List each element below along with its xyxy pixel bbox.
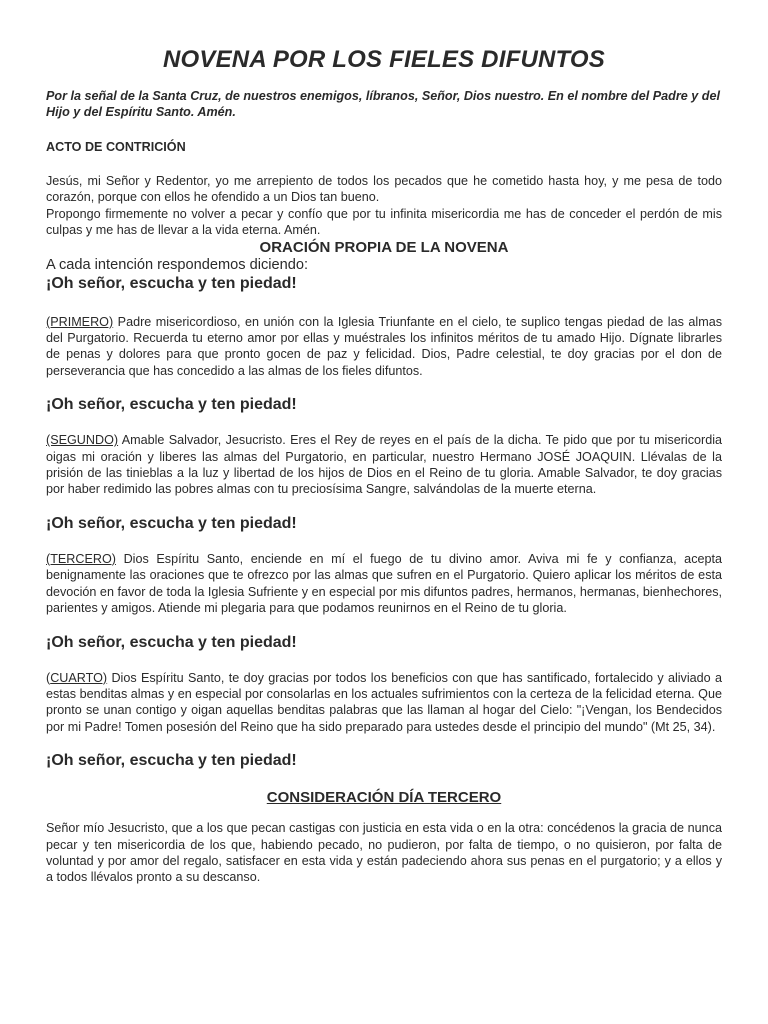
refrain: ¡Oh señor, escucha y ten piedad! <box>46 633 297 651</box>
intention-tag: (TERCERO) <box>46 551 116 566</box>
refrain: ¡Oh señor, escucha y ten piedad! <box>46 396 297 414</box>
refrain: ¡Oh señor, escucha y ten piedad! <box>46 514 297 532</box>
consideracion-heading: CONSIDERACIÓN DÍA TERCERO <box>266 789 502 807</box>
intention-tercero <box>46 551 722 617</box>
contricion-paragraph-1: Jesús, mi Señor y Redentor, yo me arrepiento de todos los pecados que he cometido hasta hoy, y me pesa de todo corazón, porque con ellos he ofendido a un Dios tan bueno. <box>46 174 722 205</box>
intention-tag-prefix: ( <box>46 670 51 685</box>
refrain: ¡Oh señor, escucha y ten piedad! <box>46 752 297 770</box>
novena-heading: ORACIÓN PROPIA DE LA NOVENA <box>259 238 509 256</box>
novena-intro: A cada intención respondemos diciendo: <box>46 256 309 273</box>
intention-primero <box>46 314 722 380</box>
refrain: ¡Oh señor, escucha y ten piedad! <box>46 274 297 292</box>
intention-tag: (PRIMERO) <box>46 314 114 329</box>
intention-cuarto <box>46 670 722 736</box>
consideracion-text: Señor mío Jesucristo, que a los que pecan castigas con justicia en esta vida o en la otra: concédenos la gracia de nunca pecar y ten misericordia de los que, habiendo pecado, no pudieron, por falta de tiempo, o no quisieron, por falta de voluntad y por amor del regalo, satisfacer en esta vida y están padeciendo ahora sus penas en el purgatorio; y a ellos y a todos llévalos pronto a su descanso. <box>46 821 722 885</box>
intention-text: Dios Espíritu Santo, enciende en mí el fuego de tu divino amor. Aviva mi fe y confianza, acepta benignamente las oraciones que te ofrezco por las almas que sufren en el Purgatorio. Quiero aplicar los méritos de esta devoción en favor de toda la Iglesia Sufriente y en especial por mis difuntos padres, hermanos, hermanas, bienhechores, parientes y amigos. Atiende mi plegaria para que podamos reunirnos en el Reino de tu gloria. <box>46 551 722 616</box>
intention-text: Amable Salvador, Jesucristo. Eres el Rey de reyes en el país de la dicha. Te pido que por tu misericordia oigas mi oración y liberes las almas del Purgatorio, en particular, nuestro Hermano JOSÉ JOAQUIN. Llévalas de la prisión de las tinieblas a la luz y libertad de los hijos de Dios en el Reino de tu gloria. Amable Salvador, te doy gracias por haber redimido las pobres almas con tu preciosísima Sangre, salvándolas de la muerte eterna. <box>46 433 722 497</box>
page-title: NOVENA POR LOS FIELES DIFUNTOS <box>162 46 606 73</box>
intention-tag: (SEGUNDO) <box>46 433 119 448</box>
contricion-paragraph-2: Propongo firmemente no volver a pecar y confío que por tu infinita misericordia me has de conceder el perdón de mis culpas y me has de llevar a la vida eterna. Amén. <box>46 206 722 238</box>
contricion-heading: ACTO DE CONTRICIÓN <box>46 140 186 154</box>
intention-tag: CUARTO) <box>50 670 108 685</box>
opening-prayer: Por la señal de la Santa Cruz, de nuestros enemigos, líbranos, Señor, Dios nuestro. En el nombre del Padre y del Hijo y del Espíritu Santo. Amén. <box>46 89 720 119</box>
intention-segundo <box>46 432 722 498</box>
intention-text: Padre misericordioso, en unión con la Iglesia Triunfante en el cielo, te suplico tengas piedad de las almas del Purgatorio. Recuerda tu eterno amor por ellas y muéstrales los infinitos méritos de tu amado Hijo. Dígnate librarles de penas y dolores para que pronto gocen de paz y felicidad. Dios, Padre celestial, te doy gracias por el don de perseverancia que has concedido a las almas de los fieles difuntos. <box>46 314 722 378</box>
intention-text: Dios Espíritu Santo, te doy gracias por todos los beneficios con que has santificado, fortalecido y aliviado a estas benditas almas y en especial por consolarlas en los actuales sufrimientos con la certeza de la felicidad eterna. Que pronto se unan contigo y oigan aquellas benditas palabras que las llaman al hogar del Cielo: "¡Vengan, los Bendecidos por mi Padre! Tomen posesión del Reino que ha sido preparado para ustedes desde el principio del mundo" (Mt 25, 34). <box>46 670 722 734</box>
